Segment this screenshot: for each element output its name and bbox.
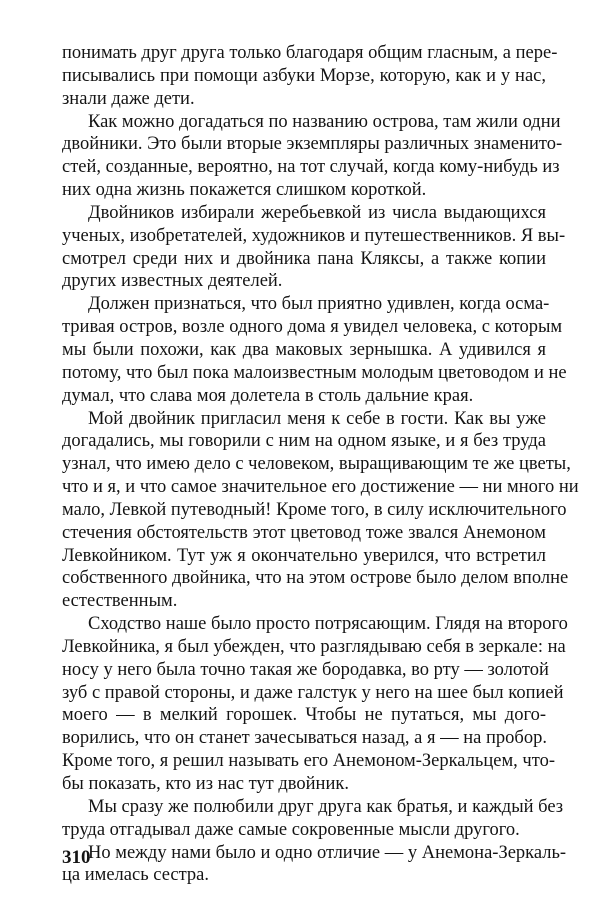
text-line: ца имелась сестра.	[62, 865, 209, 886]
text-line: узнал, что имею дело с человеком, выращивающим те же цветы,	[62, 454, 571, 475]
text-line: моего — в мелкий горошек. Чтобы не путаться, мы дого-	[62, 705, 546, 726]
text-line: труда отгадывал даже самые сокровенные мысли другого.	[62, 819, 520, 840]
text-line: ворились, что он станет зачесываться назад, а я — на пробор.	[62, 728, 547, 749]
text-line: носу у него была точно такая же бородавка, во рту — золотой	[62, 659, 549, 680]
text-line: тривая остров, возле одного дома я увидел человека, с которым	[62, 317, 563, 338]
text-line: смотрел среди них и двойника пана Кляксы, а также копии	[62, 248, 546, 269]
text-line: Мой двойник пригласил меня к себе в гости. Как вы уже	[88, 408, 546, 429]
text-line: ученых, изобретателей, художников и путешественников. Я вы-	[62, 225, 566, 246]
text-line: них одна жизнь покажется слишком короткой.	[62, 180, 427, 201]
text-line: стечения обстоятельств этот цветовод тоже звался Анемоном	[62, 522, 546, 543]
text-line: Левкойника, я был убежден, что разглядываю себя в зеркале: на	[62, 636, 566, 657]
text-line: стей, созданные, вероятно, на тот случай, когда кому-нибудь из	[62, 157, 560, 178]
text-line: мы были похожи, как два маковых зернышка. А удивился я	[62, 339, 546, 360]
text-line: Левкойником. Тут уж я окончательно уверился, что встретил	[62, 545, 546, 566]
text-line: двойники. Это были вторые экземпляры различных знаменито-	[62, 134, 563, 155]
text-line: мало, Левкой путеводный! Кроме того, в силу исключительного	[62, 499, 567, 520]
text-line: знали даже дети.	[62, 88, 195, 109]
text-line: Мы сразу же полюбили друг друга как братья, и каждый без	[88, 796, 564, 817]
text-line: понимать друг друга только благодаря общим гласным, а пере-	[62, 43, 558, 63]
text-line: других известных деятелей.	[62, 271, 283, 292]
text-line: что и я, и что самое значительное его достижение — ни много ни	[62, 477, 579, 498]
text-line: потому, что был пока малоизвестным молодым цветоводом и не	[62, 362, 567, 383]
text-line: Сходство наше было просто потрясающим. Глядя на второго	[88, 614, 568, 635]
text-line: Кроме того, я решил называть его Анемоном-Зеркальцем, что-	[62, 751, 555, 772]
text-line: писывались при помощи азбуки Морзе, которую, как и у нас,	[62, 65, 546, 86]
page-number: 310	[62, 847, 91, 868]
text-line: естественным.	[62, 591, 178, 612]
text-line: догадались, мы говорили с ним на одном языке, и я без труда	[62, 431, 546, 452]
text-line: бы показать, кто из нас тут двойник.	[62, 774, 349, 794]
text-line: Как можно догадаться по названию острова, там жили одни	[88, 111, 561, 132]
text-line: думал, что слава моя долетела в столь дальние края.	[62, 385, 474, 406]
text-line: Должен признаться, что был приятно удивлен, когда осма-	[88, 294, 550, 315]
text-line: собственного двойника, что на этом острове было делом вполне	[62, 568, 569, 589]
text-line: зуб с правой стороны, и даже галстук у него на шее был копией	[62, 682, 564, 703]
text-line: Двойников избирали жеребьевкой из числа выдающихся	[88, 202, 546, 223]
body-text	[62, 42, 579, 887]
text-line: Но между нами было и одно отличие — у Анемона-Зеркаль-	[88, 842, 567, 863]
